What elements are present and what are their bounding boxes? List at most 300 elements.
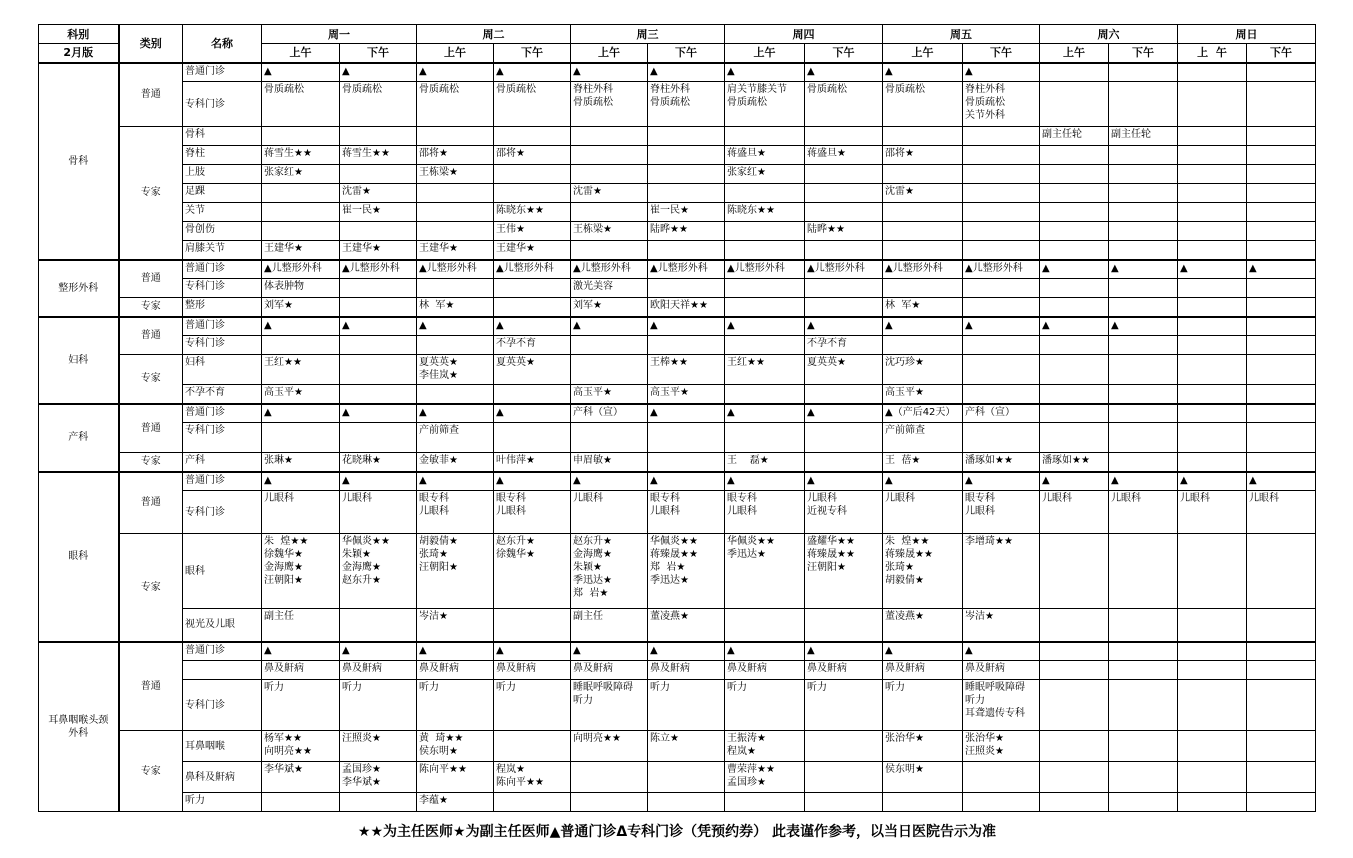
schedule-cell [963,241,1040,260]
schedule-cell [1178,82,1247,127]
schedule-cell [1247,63,1316,82]
schedule-cell [963,355,1040,385]
schedule-cell [963,336,1040,355]
category-cell: 专家 [119,127,183,260]
schedule-cell [494,298,571,317]
schedule-cell [1178,423,1247,453]
schedule-cell: 林 军★ [417,298,494,317]
schedule-cell: ▲ [340,63,417,82]
schedule-cell [1247,793,1316,812]
schedule-cell [1109,146,1178,165]
schedule-cell: ▲ [571,317,648,336]
clinic-name-cell: 专科门诊 [183,82,262,127]
schedule-cell [494,165,571,184]
schedule-cell [1247,222,1316,241]
schedule-cell: 夏英英★ 李佳岚★ [417,355,494,385]
schedule-cell: 岑洁★ [417,609,494,642]
dept-cell: 整形外科 [39,260,119,317]
schedule-cell [1040,680,1109,731]
clinic-name-cell: 不孕不育 [183,385,262,404]
schedule-cell [805,731,883,762]
schedule-cell [1040,609,1109,642]
schedule-cell [1109,423,1178,453]
schedule-cell [648,127,725,146]
schedule-cell [1178,127,1247,146]
schedule-cell [1178,184,1247,203]
schedule-cell [883,336,963,355]
schedule-cell [1040,793,1109,812]
header-slot: 下午 [1109,44,1178,63]
category-cell: 专家 [119,534,183,642]
schedule-cell [648,279,725,298]
table-row [39,355,1316,385]
schedule-cell [417,222,494,241]
schedule-cell [725,385,805,404]
schedule-cell: 朱 煌★★ 蒋臻晟★★ 张琦★ 胡毅倩★ [883,534,963,609]
schedule-cell [963,222,1040,241]
schedule-cell [494,423,571,453]
schedule-cell [1247,642,1316,661]
schedule-cell [1178,385,1247,404]
schedule-cell: 眼专科 儿眼科 [725,491,805,534]
schedule-cell: 欧阳天祥★★ [648,298,725,317]
schedule-cell: 赵东升★ 金海鹰★ 朱颖★ 季迅达★ 郑 岩★ [571,534,648,609]
header-day: 周二 [417,25,571,44]
schedule-cell: ▲ [883,642,963,661]
header-slot: 上午 [1040,44,1109,63]
schedule-cell [1247,534,1316,609]
schedule-cell: 杨军★★ 向明亮★★ [262,731,340,762]
schedule-cell [1040,279,1109,298]
schedule-cell [883,279,963,298]
schedule-cell [1109,184,1178,203]
schedule-cell [340,609,417,642]
schedule-cell: 李华斌★ [262,762,340,793]
schedule-cell: ▲ [725,317,805,336]
schedule-cell [1040,336,1109,355]
schedule-cell: 眼专科 儿眼科 [494,491,571,534]
schedule-cell: 潘琢如★★ [1040,453,1109,472]
table-row [39,260,1316,279]
schedule-cell [1247,184,1316,203]
schedule-cell [1178,793,1247,812]
schedule-cell [571,793,648,812]
schedule-cell [494,184,571,203]
header-slot: 下午 [648,44,725,63]
schedule-cell [1178,241,1247,260]
header-slot: 上午 [417,44,494,63]
schedule-cell [648,241,725,260]
clinic-name-cell: 整形 [183,298,262,317]
header-slot: 上午 [262,44,340,63]
schedule-cell [1178,404,1247,423]
schedule-cell: 听力 [648,680,725,731]
schedule-cell: 听力 [494,680,571,731]
schedule-cell: 儿眼科 [262,491,340,534]
schedule-cell: ▲ [340,472,417,491]
schedule-cell: ▲ [1040,260,1109,279]
schedule-cell: ▲ [1178,260,1247,279]
schedule-cell: ▲ [262,472,340,491]
schedule-cell [963,127,1040,146]
schedule-cell: ▲ [883,63,963,82]
schedule-cell: ▲ [340,642,417,661]
clinic-name-cell [183,661,262,680]
schedule-cell: 董凌燕★ [883,609,963,642]
schedule-cell: 儿眼科 [1040,491,1109,534]
schedule-cell [1109,609,1178,642]
schedule-cell: 儿眼科 [340,491,417,534]
schedule-cell [725,127,805,146]
schedule-cell: ▲ [883,317,963,336]
table-row [39,165,1316,184]
category-cell: 专家 [119,453,183,472]
schedule-cell: 朱 煌★★ 徐魏华★ 金海鹰★ 汪朝阳★ [262,534,340,609]
header-version: 2月版 [39,44,119,63]
schedule-cell [417,336,494,355]
schedule-cell [963,203,1040,222]
schedule-cell: 骨质疏松 [417,82,494,127]
schedule-cell: ▲儿整形外科 [648,260,725,279]
table-row [39,731,1316,762]
category-cell: 普通 [119,260,183,298]
schedule-cell [1247,355,1316,385]
schedule-cell [262,336,340,355]
schedule-cell [963,793,1040,812]
clinic-name-cell: 专科门诊 [183,680,262,731]
header-name: 名称 [183,25,262,63]
schedule-cell: 蒋雪生★★ [340,146,417,165]
schedule-cell [1109,661,1178,680]
table-row [39,680,1316,731]
header-slot: 上午 [571,44,648,63]
schedule-cell: ▲ [725,472,805,491]
schedule-cell [805,609,883,642]
schedule-cell [262,203,340,222]
table-row [39,222,1316,241]
schedule-cell [1109,404,1178,423]
schedule-cell [1178,222,1247,241]
schedule-cell: 鼻及鼾病 [883,661,963,680]
schedule-cell: 刘军★ [262,298,340,317]
schedule-cell: 张治华★ [883,731,963,762]
table-row [39,609,1316,642]
schedule-cell [648,453,725,472]
schedule-cell: 孟国珍★ 李华斌★ [340,762,417,793]
schedule-cell [262,127,340,146]
schedule-cell [417,184,494,203]
schedule-cell: ▲ [648,317,725,336]
schedule-cell [725,609,805,642]
schedule-cell: ▲ [963,63,1040,82]
schedule-cell [883,241,963,260]
schedule-cell [883,793,963,812]
schedule-cell: ▲ [262,317,340,336]
schedule-cell: 鼻及鼾病 [417,661,494,680]
schedule-cell: ▲ [648,63,725,82]
schedule-cell: ▲ [725,404,805,423]
legend-footer: ★★为主任医师★为副主任医师▲普通门诊Δ专科门诊（凭预约券） 此表谨作参考，以当日医院告示为准 [357,824,997,840]
schedule-cell [725,184,805,203]
schedule-cell [963,165,1040,184]
schedule-cell: ▲ [963,472,1040,491]
schedule-cell: 赵东升★ 徐魏华★ [494,534,571,609]
schedule-cell [340,423,417,453]
schedule-cell: 副主任 [571,609,648,642]
schedule-cell: 蒋盛旦★ [805,146,883,165]
schedule-cell: 儿眼科 [571,491,648,534]
schedule-cell: ▲ [805,642,883,661]
header-day: 周一 [262,25,417,44]
table-row [39,127,1316,146]
schedule-cell [1109,82,1178,127]
schedule-cell: ▲ [1109,260,1178,279]
schedule-cell [1178,642,1247,661]
schedule-cell: ▲ [805,317,883,336]
schedule-cell [725,793,805,812]
schedule-cell: 陈晓东★★ [725,203,805,222]
schedule-cell: 沈巧珍★ [883,355,963,385]
clinic-name-cell: 视光及儿眼 [183,609,262,642]
schedule-cell: ▲ [494,63,571,82]
schedule-cell: 鼻及鼾病 [648,661,725,680]
table-row [39,661,1316,680]
schedule-cell [1040,203,1109,222]
schedule-cell: 副主任轮 [1040,127,1109,146]
schedule-cell [1040,63,1109,82]
schedule-cell: 王建华★ [417,241,494,260]
schedule-cell: 华佩炎★★ 季迅达★ [725,534,805,609]
schedule-cell: ▲儿整形外科 [725,260,805,279]
schedule-table [38,24,1316,812]
schedule-cell: ▲ [494,404,571,423]
schedule-cell: 崔一民★ [648,203,725,222]
schedule-cell: ▲ [417,317,494,336]
schedule-cell [262,184,340,203]
schedule-cell [340,222,417,241]
schedule-cell: 金敏菲★ [417,453,494,472]
schedule-cell [725,279,805,298]
schedule-cell: 高玉平★ [883,385,963,404]
schedule-cell [648,165,725,184]
schedule-cell [1040,534,1109,609]
schedule-cell: 邵将★ [417,146,494,165]
schedule-cell: ▲ [963,317,1040,336]
schedule-cell: 王红★★ [725,355,805,385]
schedule-cell [805,165,883,184]
schedule-cell [1247,453,1316,472]
schedule-cell [1040,222,1109,241]
clinic-name-cell: 上肢 [183,165,262,184]
schedule-cell: 听力 [340,680,417,731]
schedule-cell: 听力 [262,680,340,731]
clinic-name-cell: 专科门诊 [183,336,262,355]
table-row [39,762,1316,793]
table-row [39,385,1316,404]
schedule-cell [648,423,725,453]
schedule-cell [1247,423,1316,453]
schedule-cell: 王红★★ [262,355,340,385]
schedule-cell [963,423,1040,453]
schedule-cell: ▲（产后42天） [883,404,963,423]
schedule-cell: 张家红★ [725,165,805,184]
schedule-cell: 高玉平★ [262,385,340,404]
schedule-cell [1109,63,1178,82]
schedule-cell [1178,317,1247,336]
schedule-cell [725,241,805,260]
clinic-name-cell: 专科门诊 [183,279,262,298]
schedule-cell: 儿眼科 [1247,491,1316,534]
schedule-cell: 不孕不育 [805,336,883,355]
header-slot: 下午 [963,44,1040,63]
schedule-cell [571,355,648,385]
schedule-cell [1040,165,1109,184]
schedule-cell [571,423,648,453]
schedule-cell: ▲儿整形外科 [963,260,1040,279]
schedule-cell: ▲ [262,404,340,423]
schedule-cell: ▲ [340,317,417,336]
schedule-cell: 陈立★ [648,731,725,762]
schedule-cell: 邵将★ [883,146,963,165]
schedule-cell: 华佩炎★★ 蒋臻晟★★ 郑 岩★ 季迅达★ [648,534,725,609]
schedule-cell [805,423,883,453]
table-row [39,184,1316,203]
schedule-cell [805,298,883,317]
schedule-cell: 王建华★ [262,241,340,260]
category-cell: 普通 [119,317,183,355]
schedule-cell: ▲ [494,317,571,336]
schedule-cell: 王棒★★ [648,355,725,385]
schedule-cell [1178,165,1247,184]
schedule-cell [1178,534,1247,609]
schedule-cell [1247,203,1316,222]
header-dept: 科别 [39,25,119,44]
schedule-cell: ▲ [725,63,805,82]
table-row [39,642,1316,661]
schedule-cell [1109,298,1178,317]
clinic-name-cell: 鼻科及鼾病 [183,762,262,793]
header-day: 周日 [1178,25,1316,44]
schedule-cell: 王 蓓★ [883,453,963,472]
header-slot: 上 午 [1178,44,1247,63]
schedule-cell: ▲ [963,642,1040,661]
schedule-cell: 曹荣萍★★ 孟国珍★ [725,762,805,793]
schedule-cell [494,385,571,404]
clinic-name-cell: 耳鼻咽喉 [183,731,262,762]
schedule-cell [963,184,1040,203]
category-cell: 普通 [119,642,183,731]
schedule-cell [1247,82,1316,127]
category-cell: 普通 [119,404,183,453]
header-slot: 下午 [494,44,571,63]
schedule-cell [1178,355,1247,385]
dept-cell: 骨科 [39,63,119,260]
schedule-cell: 听力 [883,680,963,731]
schedule-cell: 王栋梁★ [417,165,494,184]
clinic-name-cell: 关节 [183,203,262,222]
schedule-cell [1109,203,1178,222]
schedule-cell: 肩关节膝关节 骨质疏松 [725,82,805,127]
dept-cell: 眼科 [39,472,119,642]
schedule-cell: ▲ [571,63,648,82]
schedule-cell: 蒋雪生★★ [262,146,340,165]
schedule-cell [571,762,648,793]
schedule-cell: 崔一民★ [340,203,417,222]
clinic-name-cell: 普通门诊 [183,642,262,661]
schedule-cell [883,165,963,184]
schedule-cell: 陆晔★★ [648,222,725,241]
schedule-cell [1040,404,1109,423]
schedule-cell: 张治华★ 汪照炎★ [963,731,1040,762]
schedule-cell: ▲ [1109,472,1178,491]
category-cell: 专家 [119,298,183,317]
clinic-name-cell: 普通门诊 [183,63,262,82]
schedule-cell: ▲ [805,404,883,423]
schedule-cell: ▲ [494,472,571,491]
schedule-cell: 体表肿物 [262,279,340,298]
table-row [39,793,1316,812]
schedule-cell [1040,146,1109,165]
schedule-cell [1109,355,1178,385]
header-slot: 上午 [883,44,963,63]
schedule-cell [1109,336,1178,355]
schedule-cell: ▲ [1040,317,1109,336]
schedule-cell [963,762,1040,793]
schedule-cell: 产前筛查 [417,423,494,453]
schedule-cell: 陈晓东★★ [494,203,571,222]
schedule-cell [494,793,571,812]
schedule-cell [963,146,1040,165]
dept-cell: 耳鼻咽喉头颈 外科 [39,642,119,812]
schedule-cell [1247,146,1316,165]
schedule-cell: 睡眠呼吸障碍 听力 [571,680,648,731]
schedule-cell: 鼻及鼾病 [571,661,648,680]
category-cell: 普通 [119,63,183,127]
clinic-name-cell: 眼科 [183,534,262,609]
schedule-cell: ▲ [1247,472,1316,491]
header-day: 周三 [571,25,725,44]
schedule-cell [1040,423,1109,453]
schedule-cell: 眼专科 儿眼科 [648,491,725,534]
schedule-cell: 鼻及鼾病 [963,661,1040,680]
schedule-cell [340,127,417,146]
schedule-cell: 高玉平★ [571,385,648,404]
schedule-cell [1178,336,1247,355]
schedule-cell: ▲ [648,642,725,661]
schedule-cell: 张琳★ [262,453,340,472]
schedule-cell [1040,241,1109,260]
schedule-cell [571,203,648,222]
dept-cell: 产科 [39,404,119,472]
schedule-cell [1109,793,1178,812]
schedule-cell: ▲ [340,404,417,423]
schedule-cell [1247,241,1316,260]
header-slot: 上午 [725,44,805,63]
schedule-cell: 鼻及鼾病 [805,661,883,680]
schedule-cell: ▲ [805,63,883,82]
header-slot: 下午 [1247,44,1316,63]
schedule-cell [1040,661,1109,680]
schedule-cell: ▲ [648,472,725,491]
schedule-cell [494,731,571,762]
schedule-cell: 产科（宣） [571,404,648,423]
schedule-cell [1178,63,1247,82]
schedule-cell [1040,762,1109,793]
schedule-cell [1109,222,1178,241]
schedule-cell [494,127,571,146]
schedule-cell [805,793,883,812]
schedule-cell [571,146,648,165]
